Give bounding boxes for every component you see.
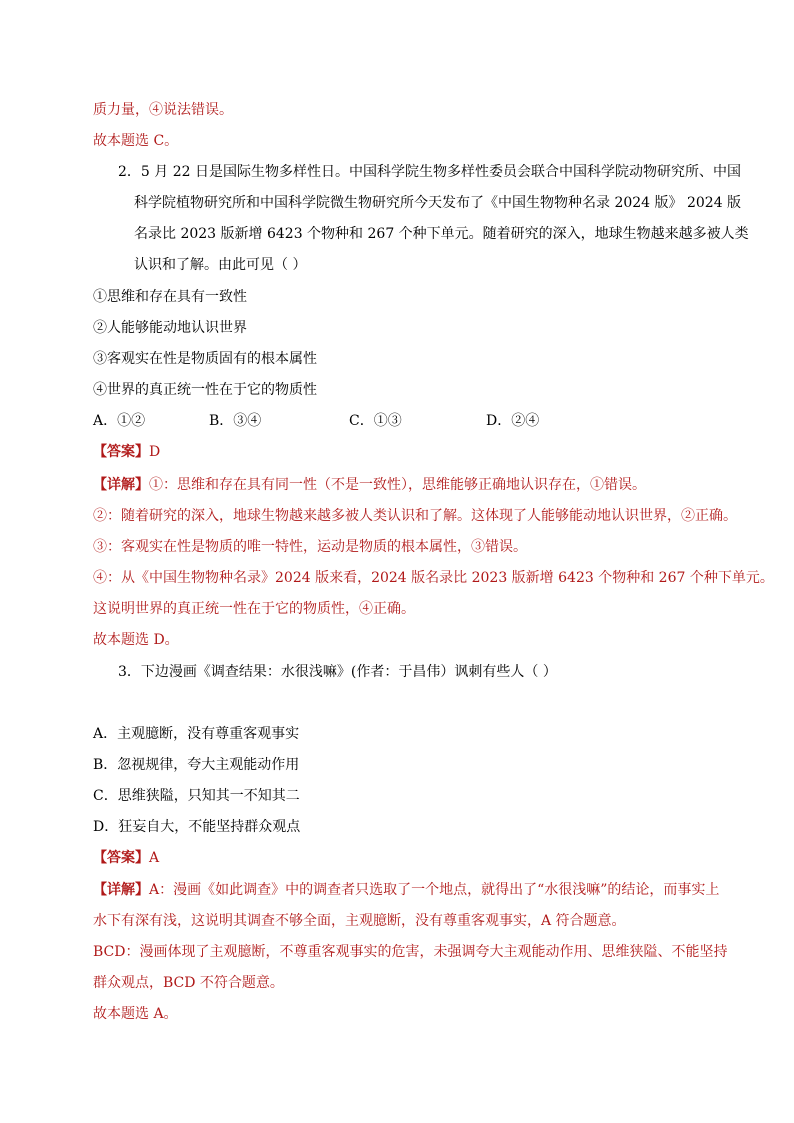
q3-detail-line-3: BCD：漫画体现了主观臆断，不尊重客观事实的危害，未强调夸大主观能动作用、思维狭隘、不能坚持 (93, 944, 728, 960)
q2-option-d: D．②④ (486, 413, 540, 429)
q2-stem-line-2: 科学院植物研究所和中国科学院微生物研究所今天发布了《中国生物物种名录 2024 版》 2024 版 (134, 195, 742, 211)
q2-detail-line-5: 这说明世界的真正统一性在于它的物质性，④正确。 (93, 601, 415, 617)
q2-option-a: A．①② (93, 413, 146, 429)
q2-conclusion: 故本题选 D。 (93, 632, 179, 648)
q2-stem-line-4: 认识和了解。由此可见（ ） (134, 257, 307, 273)
q2-detail-line-1 (93, 475, 646, 497)
q2-statement-1: ①思维和存在具有一致性 (93, 289, 247, 305)
q2-detail-line-4: ④：从《中国生物物种名录》2024 版来看，2024 版名录比 2023 版新增 6423 个物种和 267 个种下单元。 (93, 570, 774, 586)
q2-detail-text-1: ①：思维和存在具有同一性（不是一致性），思维能够正确地认识存在，①错误。 (149, 477, 646, 493)
q2-option-b: B．③④ (209, 413, 262, 429)
q3-option-d: D．狂妄自大，不能坚持群众观点 (93, 819, 301, 835)
q3-option-a: A．主观臆断，没有尊重客观事实 (93, 726, 300, 742)
q3-answer-value: A (149, 850, 160, 866)
prev-explanation-line: 质力量，④说法错误。 (93, 102, 233, 118)
q2-stem-line-3: 名录比 2023 版新增 6423 个物种和 267 个种下单元。随着研究的深入，地球生物越来越多被人类 (134, 226, 749, 242)
q2-statement-4: ④世界的真正统一性在于它的物质性 (93, 382, 317, 398)
q3-option-c: C．思维狭隘，只知其一不知其二 (93, 788, 300, 804)
q2-answer-value: D (149, 444, 161, 460)
q2-statement-3: ③客观实在性是物质固有的根本属性 (93, 351, 317, 367)
q2-detail-line-3: ③：客观实在性是物质的唯一特性，运动是物质的根本属性，③错误。 (93, 539, 527, 555)
prev-conclusion: 故本题选 C。 (93, 133, 179, 149)
q2-statement-2: ②人能够能动地认识世界 (93, 320, 247, 336)
q2-option-c: C．①③ (349, 413, 402, 429)
q3-answer (93, 848, 159, 870)
q3-option-b: B．忽视规律，夸大主观能动作用 (93, 757, 300, 773)
q2-answer (93, 442, 160, 464)
q3-detail-line-4: 群众观点，BCD 不符合题意。 (93, 975, 284, 991)
q2-stem-line-1: 2．5 月 22 日是国际生物多样性日。中国科学院生物多样性委员会联合中国科学院动物研究所、中国 (118, 164, 741, 180)
q2-detail-label: 【详解】 (93, 477, 149, 493)
q3-detail-text-1: A：漫画《如此调查》中的调查者只选取了一个地点，就得出了“水很浅嘛”的结论，而事实上 (149, 882, 720, 898)
q3-detail-label: 【详解】 (93, 882, 149, 898)
q3-answer-label: 【答案】 (93, 850, 149, 866)
q2-answer-label: 【答案】 (93, 444, 149, 460)
q3-stem: 3．下边漫画《调查结果：水很浅嘛》(作者：于昌伟）讽刺有些人（ ） (118, 664, 557, 680)
q2-detail-line-2: ②：随着研究的深入，地球生物越来越多被人类认识和了解。这体现了人能够能动地认识世界，②正确。 (93, 508, 737, 524)
q3-detail-line-1 (93, 880, 719, 902)
q3-detail-line-2: 水下有深有浅，这说明其调查不够全面，主观臆断，没有尊重客观事实，A 符合题意。 (93, 913, 626, 929)
q3-conclusion: 故本题选 A。 (93, 1006, 178, 1022)
